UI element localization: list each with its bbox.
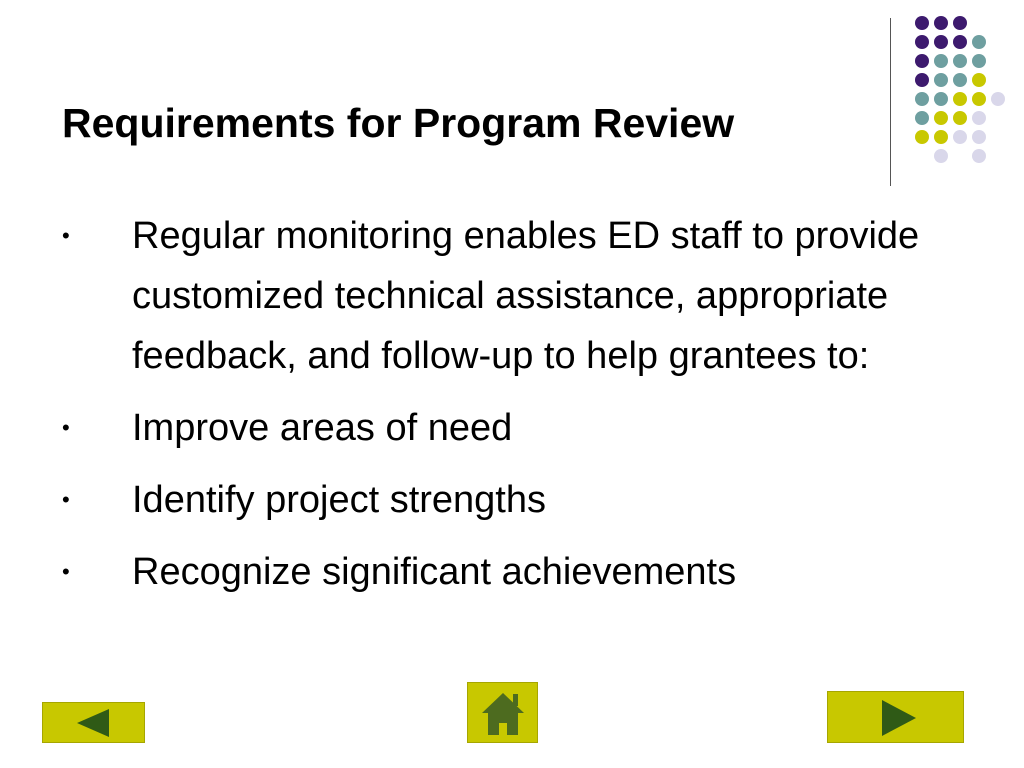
decor-dot [934,54,948,68]
bullet-text: Improve areas of need [132,407,513,449]
bullet-marker: • [62,415,70,440]
house-icon [468,683,539,744]
bullet-marker: • [62,223,70,248]
decor-dot [915,73,929,87]
bullet-item [62,470,982,530]
right-triangle-icon [828,692,965,744]
decor-dot [934,111,948,125]
decor-dot [915,16,929,30]
bullet-text: Identify project strengths [132,479,546,521]
decor-dot [915,54,929,68]
decor-dot [972,130,986,144]
back-button[interactable] [42,702,145,743]
title-divider-line [890,18,891,186]
decor-dot [934,16,948,30]
decor-dot [972,73,986,87]
decor-dot [934,130,948,144]
decor-dot [934,149,948,163]
decor-dot [934,35,948,49]
decor-dot [934,92,948,106]
decor-dot [972,149,986,163]
decor-dot [953,35,967,49]
decor-dot [934,73,948,87]
decor-dot [953,16,967,30]
bullet-list [62,206,982,614]
decor-dot [953,92,967,106]
decor-dot [972,92,986,106]
bullet-item [62,398,982,458]
bullet-text: Regular monitoring enables ED staff to provide customized technical assistance, appropriate feedback, and follow-up to help grantees to: [132,215,920,377]
left-triangle-icon [43,703,146,744]
decor-dot [972,35,986,49]
decor-dot [953,111,967,125]
decor-dot [915,130,929,144]
decor-dot [953,54,967,68]
decor-dot [953,130,967,144]
bullet-marker: • [62,559,70,584]
decor-dot [972,54,986,68]
bullet-item [62,542,982,602]
decor-dot [991,92,1005,106]
next-button[interactable] [827,691,964,743]
bullet-text: Recognize significant achievements [132,551,737,593]
decor-dot [915,92,929,106]
decor-dot [915,111,929,125]
slide-title: Requirements for Program Review [62,100,735,146]
decor-dot [915,35,929,49]
bullet-marker: • [62,487,70,512]
decor-dot [953,73,967,87]
bullet-item [62,206,982,386]
decor-dot [972,111,986,125]
home-button[interactable] [467,682,538,743]
